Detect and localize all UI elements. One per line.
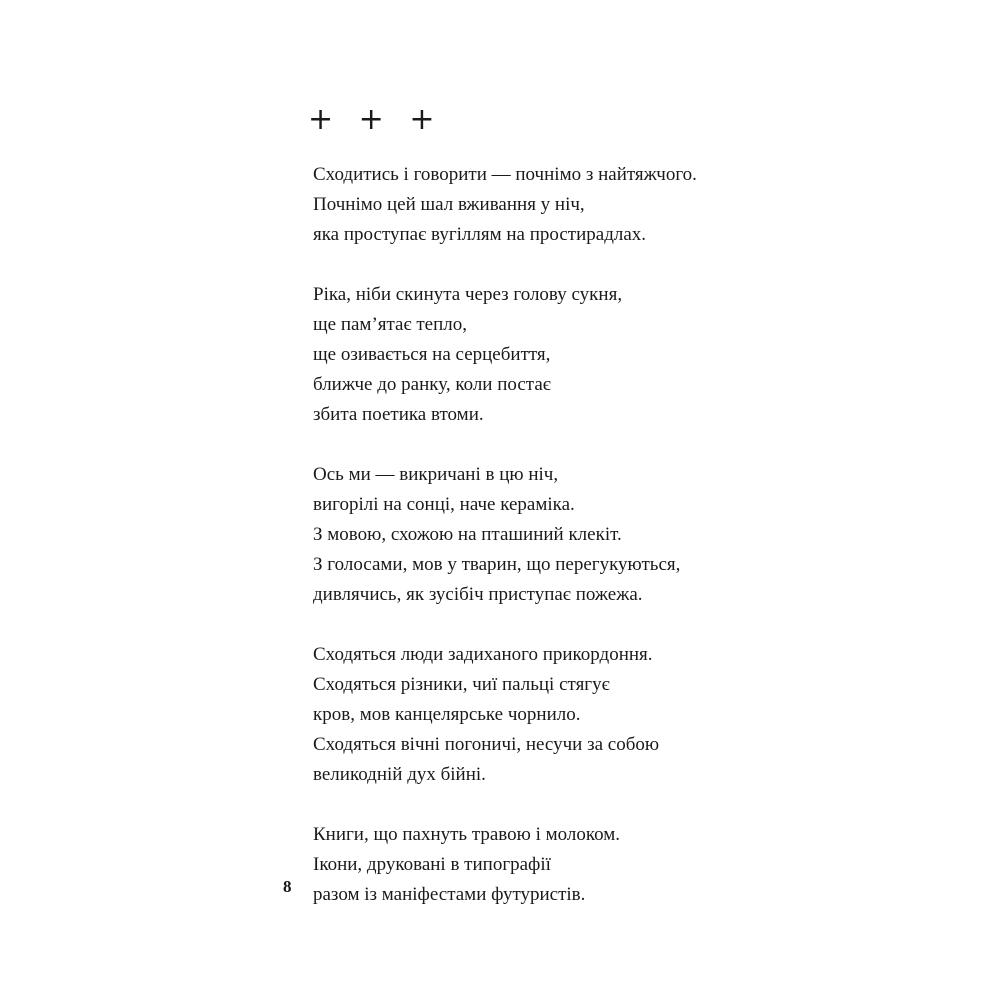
poem-line: яка проступає вугіллям на простирадлах. <box>313 224 647 245</box>
poem-line: ще пам’ятає тепло, <box>313 314 468 335</box>
poem-line: великодній дух бійні. <box>313 764 486 785</box>
stanza <box>313 640 813 790</box>
poem-line: Ось ми — викричані в цю ніч, <box>313 464 559 485</box>
section-ornament: + + + <box>308 102 443 137</box>
poem-line: Сходяться різники, чиї пальці стягує <box>313 674 610 695</box>
poem-line: Сходяться вічні погоничі, несучи за собою <box>313 734 660 755</box>
poem-line: ще озивається на серцебиття, <box>313 344 551 365</box>
stanza <box>313 460 813 610</box>
poem-line: Почнімо цей шал вживання у ніч, <box>313 194 585 215</box>
poem-line: Сходитись і говорити — почнімо з найтяжчого. <box>313 164 697 185</box>
poem-line: З мовою, схожою на пташиний клекіт. <box>313 524 622 545</box>
poem-line: Ікони, друковані в типографії <box>313 854 551 875</box>
poem-line: З голосами, мов у тварин, що перегукуються, <box>313 554 681 575</box>
poem-line: Ріка, ніби скинута через голову сукня, <box>313 284 623 305</box>
poem-line: разом із маніфестами футуристів. <box>313 884 586 905</box>
poem-line: Книги, що пахнуть травою і молоком. <box>313 824 621 845</box>
stanza <box>313 280 813 430</box>
poem-line: збита поетика втоми. <box>313 404 484 425</box>
poem-body <box>313 160 813 940</box>
poem-line: вигорілі на сонці, наче кераміка. <box>313 494 575 515</box>
poem-line: Сходяться люди задиханого прикордоння. <box>313 644 653 665</box>
stanza <box>313 160 813 250</box>
page-number: 8 <box>283 877 292 896</box>
poem-line: ближче до ранку, коли постає <box>313 374 551 395</box>
poem-line: кров, мов канцелярське чорнило. <box>313 704 581 725</box>
stanza <box>313 820 813 910</box>
poem-line: дивлячись, як зусібіч приступає пожежа. <box>313 584 643 605</box>
